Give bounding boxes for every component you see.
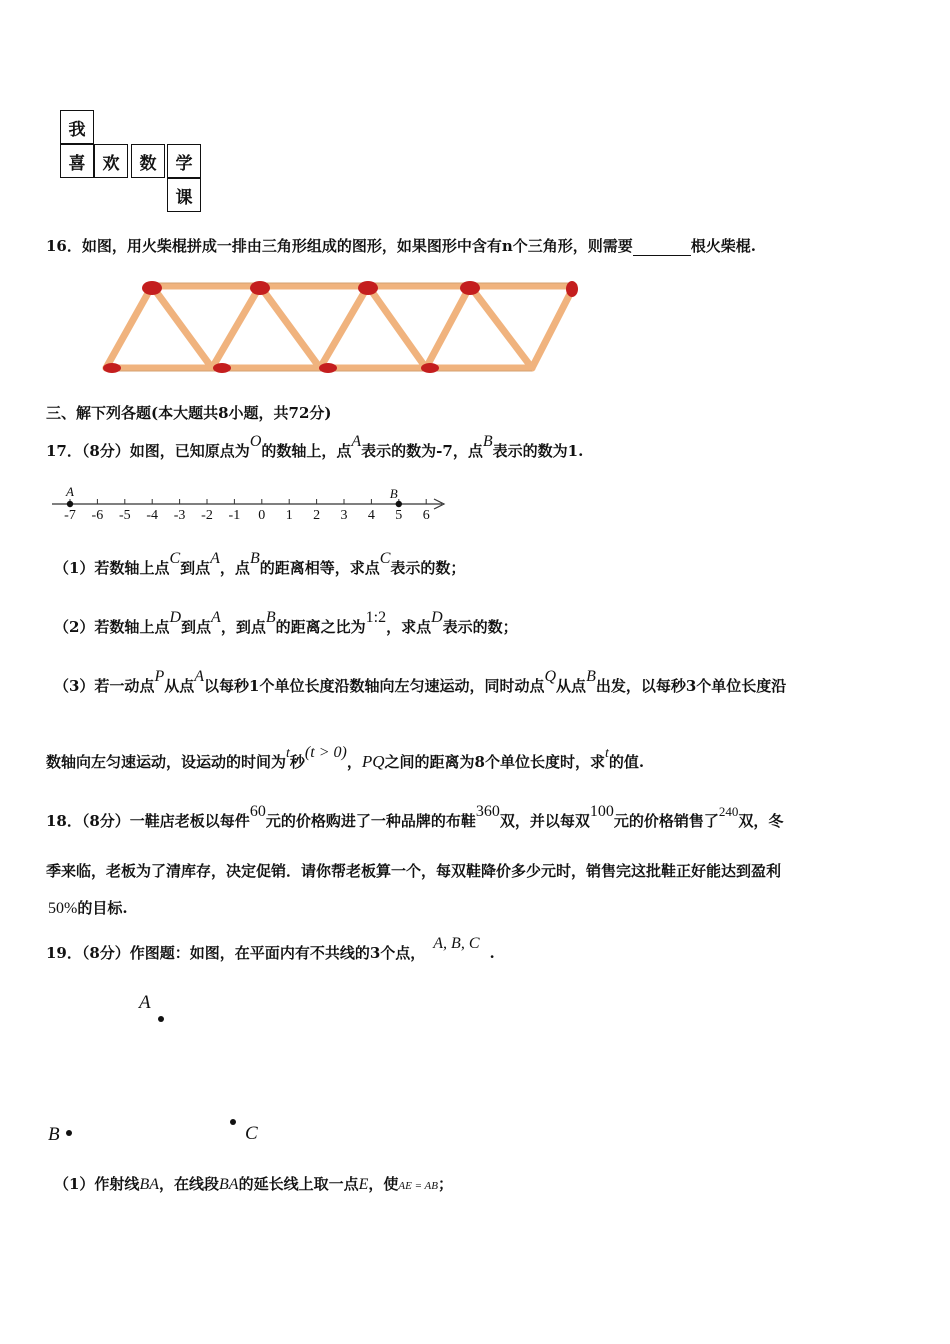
var-a: A: [351, 433, 362, 450]
tick-label: 6: [422, 508, 430, 523]
var-o: O: [249, 433, 262, 450]
net-cell: 数: [131, 144, 165, 178]
part-text: 出发，以每秒3个单位长度沿: [595, 677, 787, 695]
part-text: （3）若一动点: [54, 677, 155, 695]
tick-label: 3: [340, 508, 348, 523]
q16-text-after: 根火柴棍.: [690, 237, 757, 255]
part-text: 表示的数；: [390, 559, 466, 577]
part-text: ，求点: [386, 618, 432, 636]
q18-line2: 季来临，老板为了清库存，决定促销．请你帮老板算一个，每双鞋降价多少元时，销售完这批鞋正好能达到盈利: [46, 862, 782, 880]
section-heading: 三、解下列各题(本大题共8小题，共72分): [46, 404, 332, 422]
net-cell: 欢: [94, 144, 128, 178]
var-d: D: [431, 609, 443, 626]
var-c: C: [379, 550, 391, 567]
var-a: A: [194, 668, 205, 685]
q17-part1: [54, 550, 466, 579]
q17-part2: [54, 609, 518, 638]
part-text: 之间的距离为8个单位长度时，求: [384, 753, 605, 771]
q17-text: 的数轴上，点: [261, 442, 352, 460]
point-a-label: A: [66, 484, 74, 499]
q18-text: 双，并以每双: [499, 812, 590, 830]
tick-label: -3: [173, 508, 186, 523]
part-text: （1）作射线: [54, 1175, 140, 1193]
point-c-label: C: [245, 1123, 258, 1144]
num-240: 240: [718, 804, 739, 819]
question-16: [46, 236, 756, 256]
number-line: [50, 484, 460, 530]
num-60: 60: [249, 803, 266, 820]
var-d: D: [169, 609, 182, 626]
var-b: B: [586, 668, 596, 685]
tick-label: 4: [367, 508, 375, 523]
point-b-dot: [66, 1130, 72, 1136]
q18-text: 元的价格购进了一种品牌的布鞋: [265, 812, 476, 830]
part-text: 数轴向左匀速运动，设运动的时间为: [46, 753, 287, 771]
q16-text: 16．如图，用火柴棍拼成一排由三角形组成的图形，如果图形中含有n个三角形，则需要: [46, 237, 633, 255]
q17-text: 17．（8分）如图，已知原点为: [46, 442, 250, 460]
tick-label: -4: [146, 508, 159, 523]
part-text: （1）若数轴上点: [54, 559, 170, 577]
point-b-label: B: [48, 1124, 60, 1145]
part-text: 的距离相等，求点: [259, 559, 380, 577]
var-b: B: [249, 550, 260, 567]
tick-label: -7: [64, 508, 76, 523]
tick-label: 1: [285, 508, 293, 523]
part-text: 表示的数；: [442, 618, 518, 636]
point-a-dot: [158, 1016, 164, 1022]
var-pq: PQ: [361, 752, 385, 771]
part-text: 到点: [180, 559, 211, 577]
part-text: ，: [346, 753, 362, 771]
var-q: Q: [544, 668, 557, 685]
part-text: ，到点: [220, 618, 266, 636]
tick-label: -6: [91, 508, 104, 523]
part-text: ，点: [219, 559, 250, 577]
q18-text: 元的价格销售了: [613, 812, 719, 830]
q17-part3-cont: [46, 744, 645, 774]
points-abc: A, B, C: [433, 935, 480, 952]
point-b-label: B: [389, 486, 398, 501]
part-text: 的值.: [608, 753, 645, 771]
q17-text: 表示的数为-7，点: [361, 442, 483, 460]
part-text: ，使: [368, 1175, 399, 1193]
part-text: （2）若数轴上点: [54, 618, 170, 636]
question-17: [46, 433, 584, 462]
q19-text: .: [489, 944, 495, 962]
tick-label: -5: [118, 508, 131, 523]
q19-part1: [54, 1174, 453, 1196]
tick-label: -2: [201, 508, 213, 523]
part-text: 从点: [556, 677, 587, 695]
var-b: B: [482, 433, 493, 450]
net-cell: 学: [167, 144, 201, 178]
part-text: 从点: [164, 677, 195, 695]
num-360: 360: [475, 803, 500, 820]
question-19: [46, 935, 495, 964]
net-cell: 我: [60, 110, 94, 144]
point-c-dot: [230, 1119, 236, 1125]
tick-label: 2: [313, 508, 321, 523]
var-b: B: [265, 609, 276, 626]
part-text: 的距离之比为: [275, 618, 366, 636]
point-a-dot: [67, 501, 73, 507]
part-text: 的延长线上取一点: [238, 1175, 359, 1193]
net-cell: 喜: [60, 144, 94, 178]
var-a: A: [210, 550, 220, 567]
q18-line3: [48, 898, 128, 919]
tick-label: -1: [228, 508, 241, 523]
answer-blank: [633, 239, 691, 256]
var-a: A: [211, 609, 221, 626]
part-text: 到点: [181, 618, 212, 636]
question-18: [46, 803, 784, 832]
condition: (t > 0): [304, 744, 347, 761]
tick-label: 0: [258, 508, 266, 523]
q17-text: 表示的数为1.: [492, 442, 584, 460]
ray-ba: BA: [139, 1176, 159, 1193]
q17-part3: [54, 668, 787, 697]
matchstick-figure: [92, 272, 592, 382]
var-t: t: [286, 746, 290, 761]
q18-text: 的目标.: [77, 899, 128, 917]
part-text: 秒: [289, 753, 305, 771]
var-e: E: [358, 1176, 369, 1193]
q19-text: 19．（8分）作图题：如图，在平面内有不共线的3个点，: [46, 944, 426, 962]
var-c: C: [169, 550, 181, 567]
part-text: ，在线段: [159, 1175, 220, 1193]
part-text: 以每秒1个单位长度沿数轴向左匀速运动，同时动点: [204, 677, 545, 695]
point-a-label: A: [139, 992, 151, 1013]
condition-ae-ab: AE = AB: [398, 1180, 438, 1192]
var-t: t: [604, 746, 609, 761]
percent-50: 50%: [48, 900, 78, 917]
q18-text: 双，冬: [738, 812, 784, 830]
q18-text: 18．（8分）一鞋店老板以每件: [46, 812, 250, 830]
matchsticks: [106, 286, 574, 368]
segment-ba: BA: [219, 1176, 239, 1193]
num-100: 100: [589, 803, 614, 820]
tick-label: 5: [395, 508, 403, 523]
part-text: ；: [437, 1175, 453, 1193]
var-p: P: [154, 668, 165, 685]
ratio: 1:2: [365, 609, 387, 626]
net-cell: 课: [167, 178, 201, 212]
